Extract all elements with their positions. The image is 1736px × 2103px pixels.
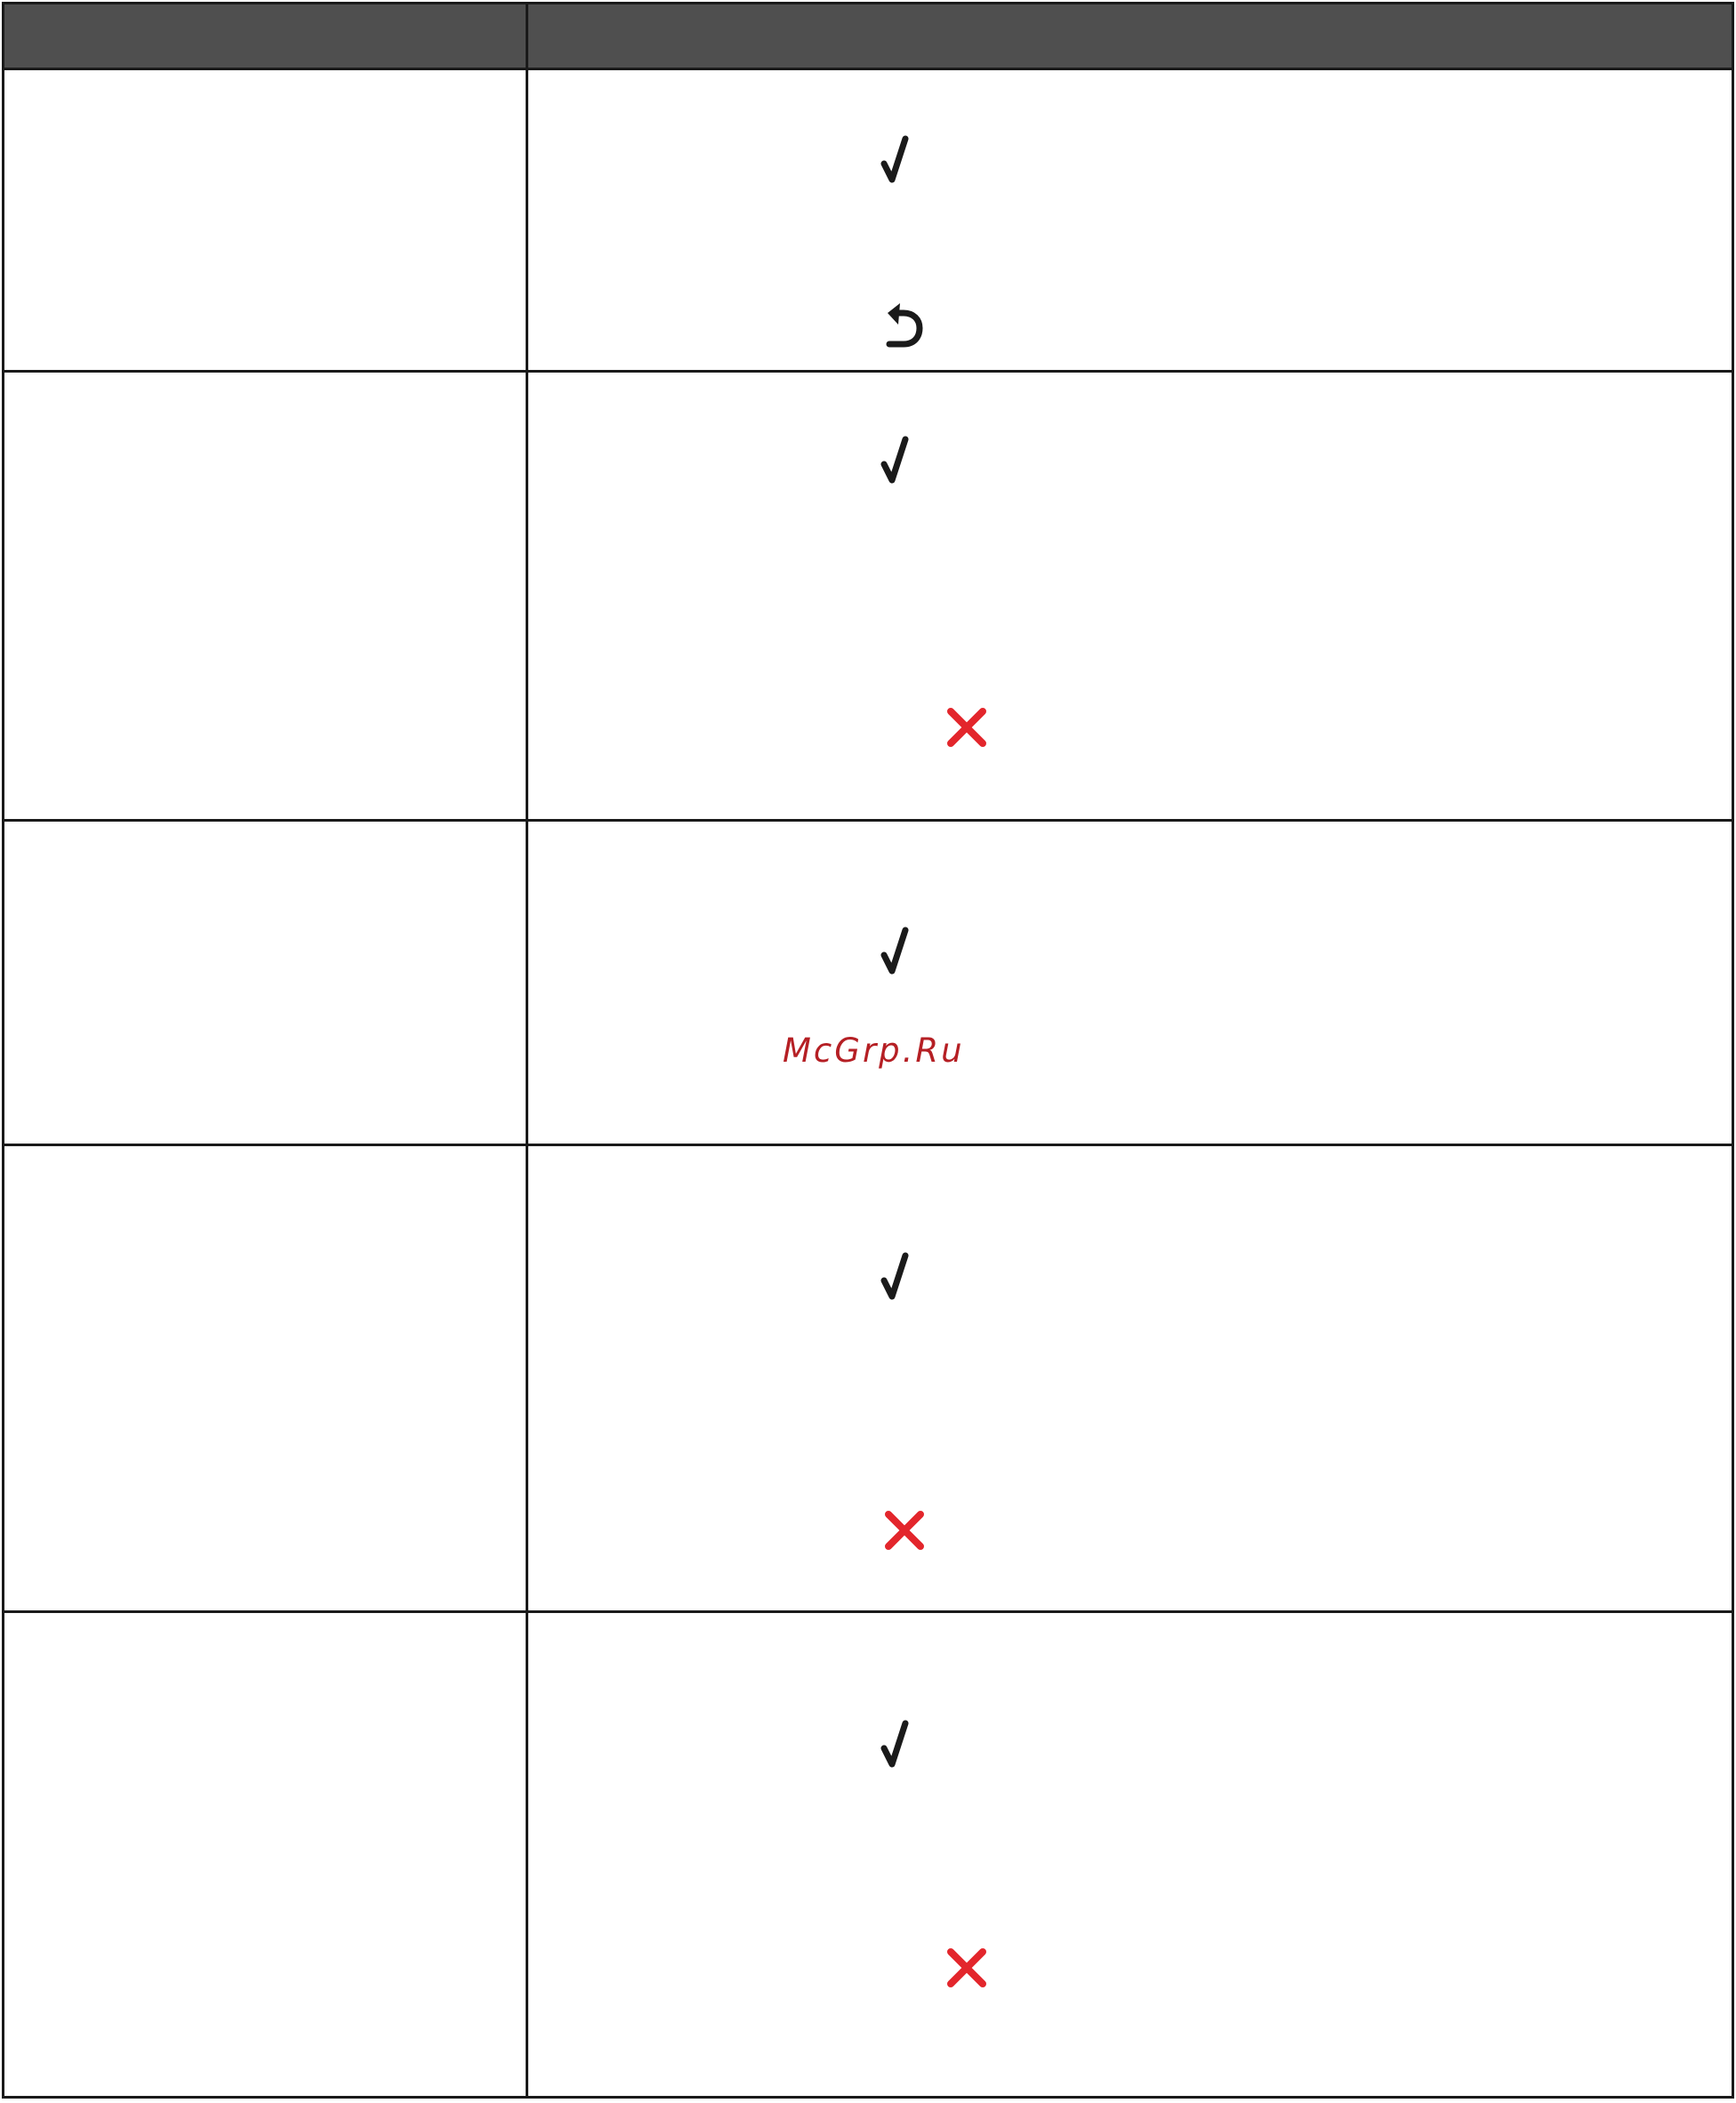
watermark-text: McGrp.Ru [783,1031,965,1070]
checkmark-icon [880,1720,914,1771]
column-divider [526,4,528,2096]
row-divider [4,370,1732,373]
cancel-x-icon [944,705,989,750]
row-divider [4,819,1732,822]
cancel-x-icon [944,1946,989,1990]
checkmark-icon [880,436,914,487]
row-divider [4,1144,1732,1146]
checkmark-icon [880,1252,914,1304]
back-arrow-icon [880,298,927,351]
row-divider [4,1610,1732,1613]
checkmark-icon [880,927,914,978]
checkmark-icon [880,135,914,187]
cancel-x-icon [882,1508,927,1553]
table-header [4,4,1732,70]
